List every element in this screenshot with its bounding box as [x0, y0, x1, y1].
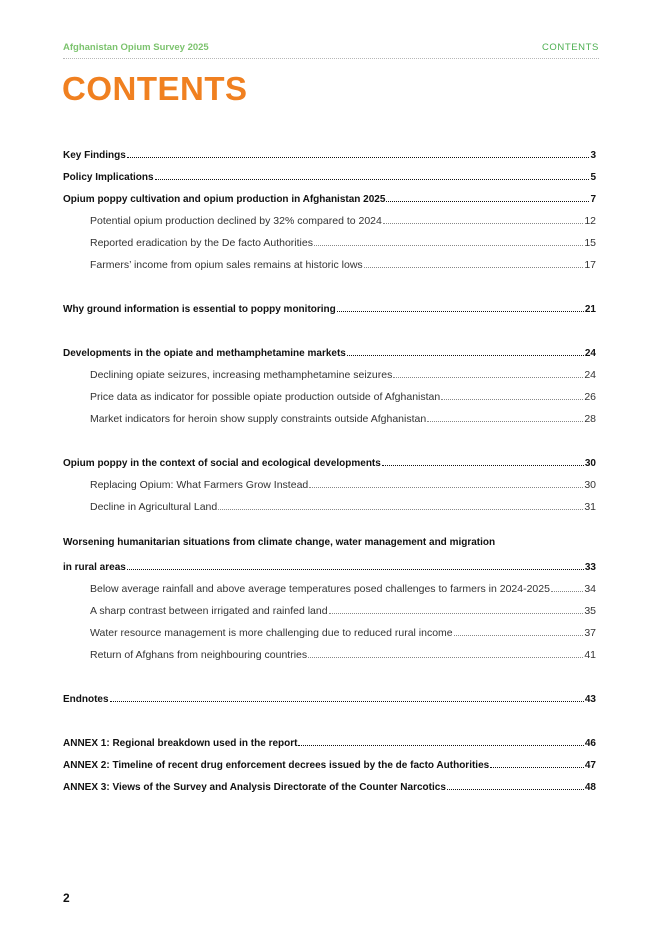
- toc-entry-title: Opium poppy in the context of social and ecological developments: [63, 458, 381, 469]
- toc-page-number: 12: [584, 215, 596, 227]
- toc-page-number: 21: [584, 304, 596, 315]
- dot-leader: [308, 657, 583, 658]
- toc-entry-title: ANNEX 1: Regional breakdown used in the report: [63, 738, 298, 749]
- toc-subentry[interactable]: [63, 573, 596, 595]
- toc-subentry[interactable]: [63, 381, 596, 403]
- toc-entry-title: Why ground information is essential to poppy monitoring: [63, 304, 336, 315]
- dot-leader: [393, 377, 583, 378]
- toc-subentry[interactable]: [63, 491, 596, 513]
- dot-leader: [337, 311, 584, 312]
- toc-entry-annex-3[interactable]: [63, 771, 596, 793]
- spacer: [63, 661, 596, 683]
- dot-leader: [382, 465, 584, 466]
- toc-page-number: 37: [584, 627, 596, 639]
- toc-entry-cultivation[interactable]: [63, 183, 596, 205]
- toc-page-number: 30: [584, 479, 596, 491]
- toc-entry-markets[interactable]: [63, 337, 596, 359]
- toc-subentry[interactable]: [63, 469, 596, 491]
- toc-entry-title: Declining opiate seizures, increasing methamphetamine seizures: [90, 369, 393, 381]
- toc-entry-title: Potential opium production declined by 32% compared to 2024: [90, 215, 382, 227]
- spacer: [63, 315, 596, 337]
- dot-leader: [127, 569, 584, 570]
- toc-entry-title: A sharp contrast between irrigated and rainfed land: [90, 605, 328, 617]
- toc-entry-annex-2[interactable]: [63, 749, 596, 771]
- dot-leader: [329, 613, 584, 614]
- toc-entry-title: Replacing Opium: What Farmers Grow Instead: [90, 479, 309, 491]
- dot-leader: [314, 245, 583, 246]
- toc-entry-endnotes[interactable]: [63, 683, 596, 705]
- dot-leader: [383, 223, 583, 224]
- toc-entry-humanitarian-title-line1[interactable]: Worsening humanitarian situations from climate change, water management and migration: [63, 537, 496, 548]
- toc-page-number: 24: [584, 369, 596, 381]
- publication-title: Afghanistan Opium Survey 2025: [63, 42, 209, 53]
- dot-leader: [155, 179, 590, 180]
- toc-entry-annex-1[interactable]: [63, 727, 596, 749]
- toc-page-number: 30: [584, 458, 596, 469]
- toc-page-number: 48: [584, 782, 596, 793]
- toc-entry-title: Return of Afghans from neighbouring countries: [90, 649, 308, 661]
- toc-page-number: 15: [584, 237, 596, 249]
- toc-subentry[interactable]: [63, 205, 596, 227]
- dot-leader: [441, 399, 583, 400]
- toc-entry-title: in rural areas: [63, 562, 126, 573]
- dot-leader: [386, 201, 589, 202]
- toc-subentry[interactable]: [63, 595, 596, 617]
- toc-entry-title: Policy Implications: [63, 172, 154, 183]
- toc-entry-social-ecological[interactable]: [63, 447, 596, 469]
- toc-subentry[interactable]: [63, 359, 596, 381]
- dot-leader: [309, 487, 583, 488]
- spacer: [63, 513, 596, 535]
- toc-entry-ground-information[interactable]: [63, 293, 596, 315]
- table-of-contents: [63, 139, 596, 793]
- toc-page-number: 24: [584, 348, 596, 359]
- toc-entry-title: Farmers’ income from opium sales remains at historic lows: [90, 259, 363, 271]
- toc-page-number: 26: [584, 391, 596, 403]
- toc-page-number: 5: [590, 172, 596, 183]
- toc-entry-policy-implications[interactable]: [63, 161, 596, 183]
- dot-leader: [298, 745, 583, 746]
- dot-leader: [454, 635, 584, 636]
- dot-leader: [490, 767, 584, 768]
- toc-entry-title: Market indicators for heroin show supply constraints outside Afghanistan: [90, 413, 427, 425]
- toc-entry-title: Below average rainfall and above average temperatures posed challenges to farmers in 2024-2025: [90, 583, 550, 595]
- toc-entry-title: Price data as indicator for possible opiate production outside of Afghanistan: [90, 391, 441, 403]
- dot-leader: [218, 509, 583, 510]
- dot-leader: [127, 157, 590, 158]
- toc-entry-title: Reported eradication by the De facto Authorities: [90, 237, 313, 249]
- toc-page-number: 47: [584, 760, 596, 771]
- page-number: 2: [63, 891, 70, 905]
- toc-page-number: 31: [584, 501, 596, 513]
- toc-page-number: 17: [584, 259, 596, 271]
- toc-subentry[interactable]: [63, 617, 596, 639]
- spacer: [63, 271, 596, 293]
- toc-page-number: 33: [584, 562, 596, 573]
- toc-entry-title: Opium poppy cultivation and opium production in Afghanistan 2025: [63, 194, 386, 205]
- spacer: [63, 705, 596, 727]
- toc-page-number: 7: [590, 194, 596, 205]
- toc-subentry[interactable]: [63, 227, 596, 249]
- toc-entry-title: ANNEX 3: Views of the Survey and Analysis Directorate of the Counter Narcotics: [63, 782, 446, 793]
- toc-entry-title: Decline in Agricultural Land: [90, 501, 218, 513]
- dot-leader: [110, 701, 584, 702]
- toc-entry-humanitarian[interactable]: [63, 551, 596, 573]
- toc-entry-title: ANNEX 2: Timeline of recent drug enforcement decrees issued by the de facto Authorities: [63, 760, 490, 771]
- toc-page-number: 3: [590, 150, 596, 161]
- toc-page-number: 43: [584, 694, 596, 705]
- toc-page-number: 35: [584, 605, 596, 617]
- toc-page-number: 28: [584, 413, 596, 425]
- spacer: [63, 425, 596, 447]
- toc-subentry[interactable]: [63, 249, 596, 271]
- toc-entry-title: Key Findings: [63, 150, 126, 161]
- toc-entry-key-findings[interactable]: [63, 139, 596, 161]
- dot-leader: [551, 591, 583, 592]
- dot-leader: [427, 421, 583, 422]
- page-title: CONTENTS: [62, 70, 248, 107]
- toc-entry-title: Water resource management is more challenging due to reduced rural income: [90, 627, 453, 639]
- section-label: CONTENTS: [541, 42, 599, 53]
- toc-entry-title: Endnotes: [63, 694, 109, 705]
- toc-page-number: 34: [584, 583, 596, 595]
- toc-page-number: 46: [584, 738, 596, 749]
- running-header: [63, 42, 599, 59]
- toc-entry-title: Developments in the opiate and methamphetamine markets: [63, 348, 346, 359]
- dot-leader: [447, 789, 584, 790]
- toc-subentry[interactable]: [63, 639, 596, 661]
- toc-page-number: 41: [584, 649, 596, 661]
- dot-leader: [364, 267, 584, 268]
- dot-leader: [347, 355, 584, 356]
- toc-subentry[interactable]: [63, 403, 596, 425]
